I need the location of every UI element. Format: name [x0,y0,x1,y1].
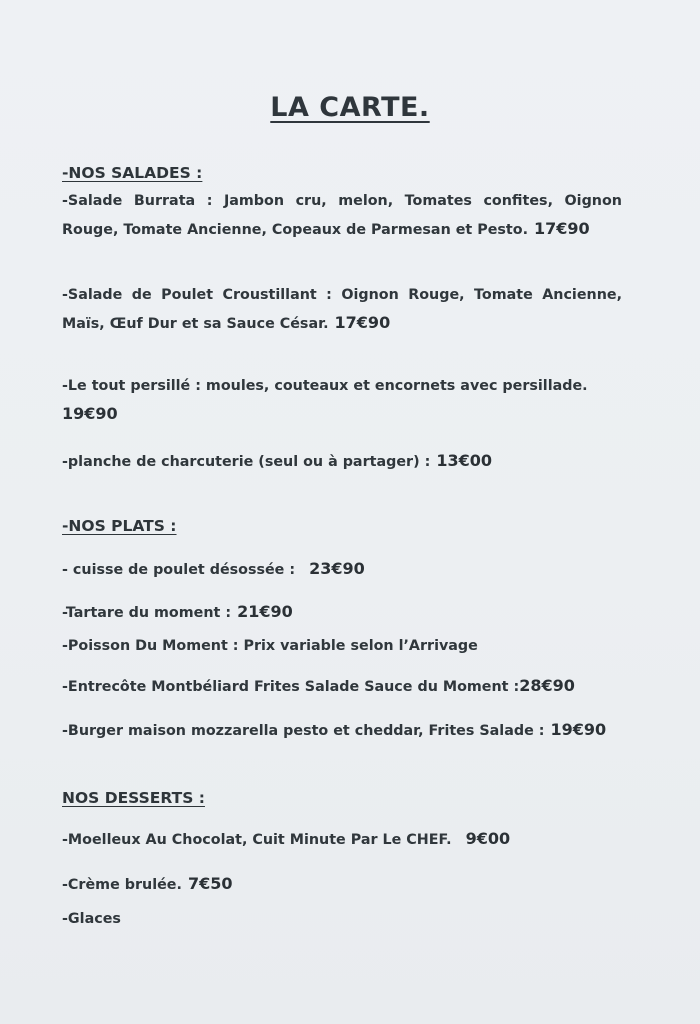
page-title: LA CARTE. [270,92,430,123]
menu-item-price: 17€90 [334,313,391,332]
menu-item-price: 7€50 [187,874,233,893]
menu-item-price: 19€90 [550,720,607,739]
menu-item-tout-persille [62,373,622,429]
menu-item-text: - cuisse de poulet désossée : [62,562,296,578]
menu-item-text: -Entrecôte Montbéliard Frites Salade Sauce du Moment : [62,679,520,695]
menu-item-planche-charcuterie [62,447,622,476]
menu-item-text: -Salade Burrata : Jambon cru, melon, Tomates confites, Oignon Rouge, Tomate Ancienne, Copeaux de Parmesan et Pesto. [62,193,622,238]
section-heading-plats: -NOS PLATS : [62,517,177,535]
menu-item-price: 28€90 [519,676,575,695]
menu-item-entrecote [62,672,622,701]
menu-item-moelleux [62,825,622,854]
menu-item-text: -Glaces [62,911,121,927]
menu-item-text: -Moelleux Au Chocolat, Cuit Minute Par Le CHEF. [62,832,452,848]
menu-item-price: 19€90 [62,404,118,423]
menu-item-text: -Salade de Poulet Croustillant : Oignon Rouge, Tomate Ancienne, Maïs, Œuf Dur et sa Sauce César. [62,287,622,332]
menu-item-salade-burrata [62,188,622,244]
menu-item-text: -Tartare du moment : [62,605,232,621]
menu-item-price: 13€00 [436,451,492,470]
menu-item-text: -Poisson Du Moment : Prix variable selon l’Arrivage [62,638,478,654]
menu-item-glaces [62,906,622,933]
menu-item-price: 17€90 [534,219,590,238]
menu-item-salade-poulet [62,282,622,338]
menu-item-price: 21€90 [237,602,293,621]
menu-item-creme-brulee [62,870,622,899]
menu-item-price: 23€90 [309,559,365,578]
menu-item-burger [62,716,622,745]
menu-item-text: -Burger maison mozzarella pesto et cheddar, Frites Salade : [62,723,545,739]
section-heading-desserts: NOS DESSERTS : [62,789,205,807]
menu-item-poisson [62,633,622,660]
section-heading-salades: -NOS SALADES : [62,164,203,182]
menu-item-text: -Le tout persillé : moules, couteaux et encornets avec persillade. [62,378,588,394]
menu-item-tartare [62,598,622,627]
menu-item-cuisse-poulet [62,555,622,584]
menu-item-text: -Crème brulée. [62,877,182,893]
menu-item-price: 9€00 [465,829,511,848]
menu-item-text: -planche de charcuterie (seul ou à partager) : [62,454,431,470]
